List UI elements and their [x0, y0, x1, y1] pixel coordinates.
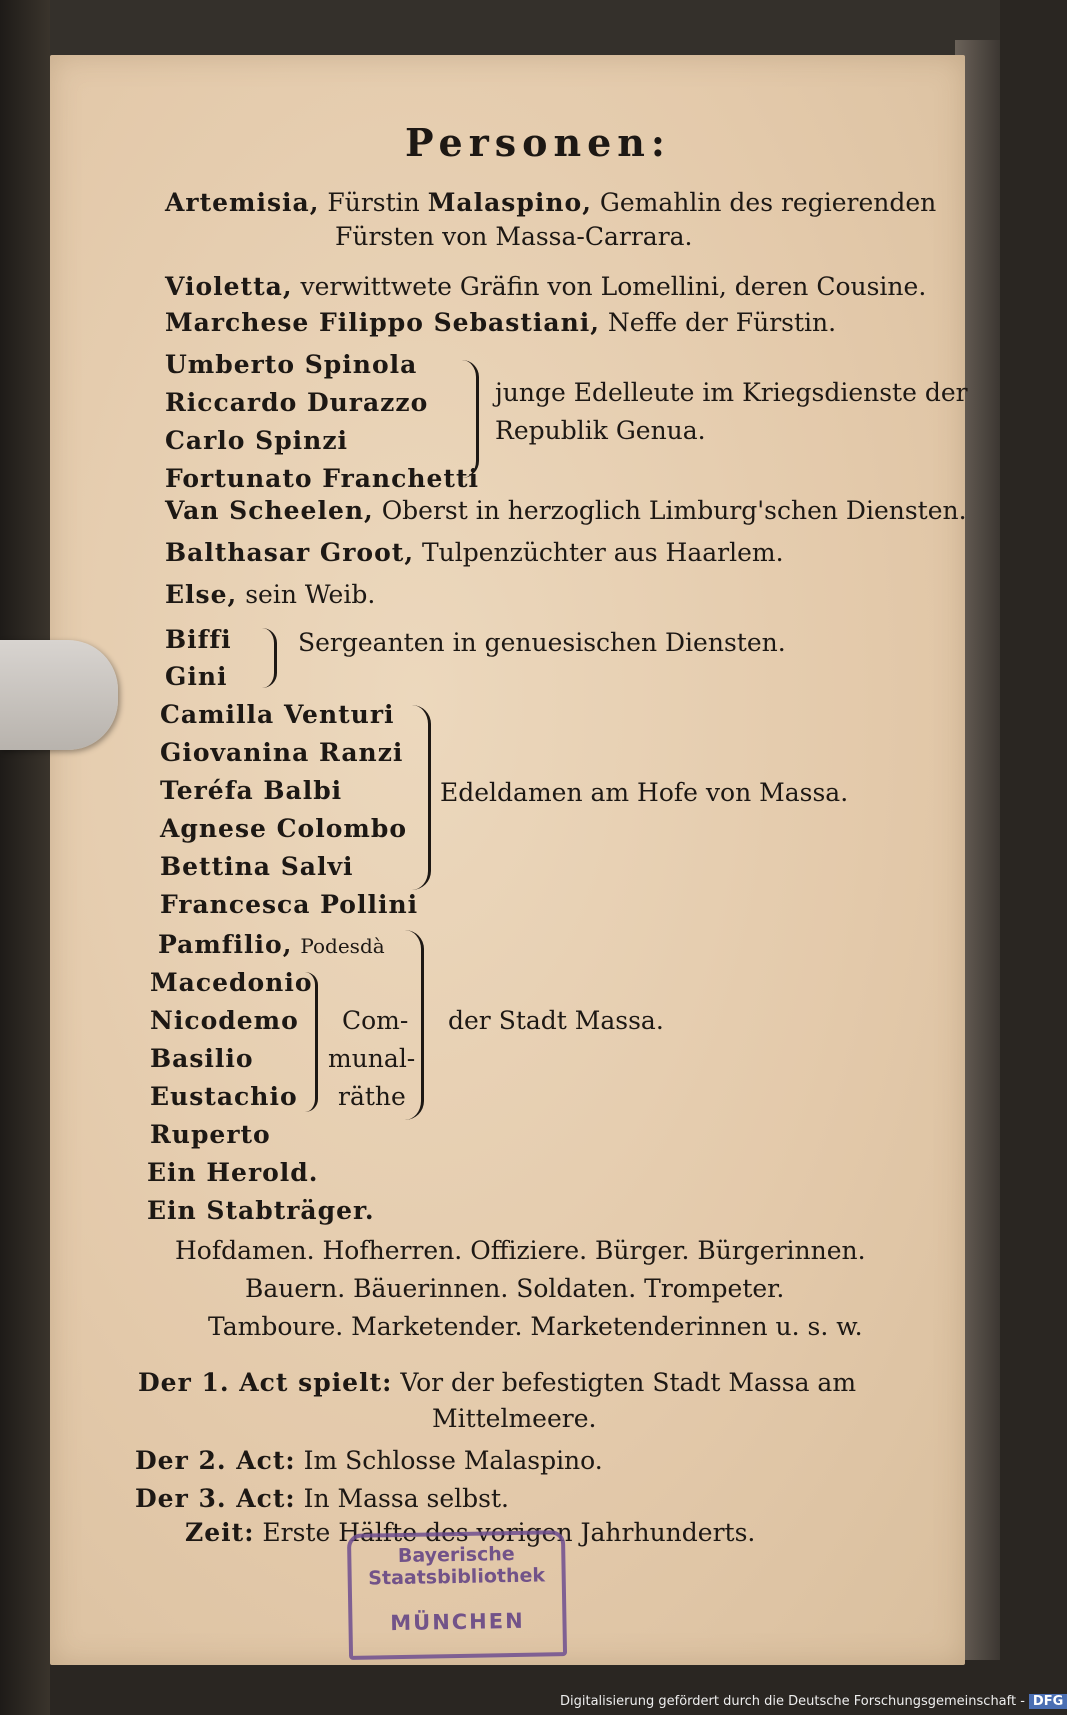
stamp-line: MÜNCHEN [390, 1608, 525, 1636]
cast-name: Malaspino, [427, 188, 592, 217]
cast-name-lady: Giovanina Ranzi [160, 738, 404, 767]
stamp-line: Staatsbibliothek [368, 1564, 546, 1590]
cast-name: Van Scheelen, [165, 496, 374, 525]
cast-name-councillor: Eustachio [150, 1082, 298, 1111]
act-1 [138, 1368, 856, 1397]
group-desc: der Stadt Massa. [448, 1006, 664, 1035]
extras-line: Tamboure. Marketender. Marketenderinnen u. s. w. [208, 1312, 863, 1341]
cast-entry-balthasar [165, 538, 784, 567]
cast-name-lady: Francesca Pollini [160, 890, 419, 919]
group-desc: Republik Genua. [495, 416, 706, 445]
cast-entry-pamfilio [158, 930, 385, 959]
dfg-logo: DFG [1029, 1694, 1067, 1709]
group-brace [405, 930, 424, 1120]
act-desc: Im Schlosse Malaspino. [303, 1446, 603, 1475]
cast-desc: Tulpenzüchter aus Haarlem. [421, 538, 784, 567]
time-label: Zeit: [185, 1518, 255, 1547]
group-brace-inner [305, 972, 318, 1112]
stamp-line: Bayerische [397, 1542, 515, 1568]
act-label: Der 1. Act spielt: [138, 1368, 393, 1397]
cast-name: Balthasar Groot, [165, 538, 415, 567]
cast-name-noble: Riccardo Durazzo [165, 388, 429, 417]
cast-name-sergeant: Gini [165, 662, 228, 691]
cast-name: Artemisia, [165, 188, 320, 217]
footer-text: Digitalisierung gefördert durch die Deutsche Forschungsgemeinschaft - [560, 1694, 1025, 1709]
cast-name-noble: Carlo Spinzi [165, 426, 349, 455]
group-brace [262, 628, 277, 688]
cast-desc: sein Weib. [245, 580, 376, 609]
cast-name-lady: Teréfa Balbi [160, 776, 343, 805]
cast-entry-violetta [165, 272, 926, 301]
digitization-footer [560, 1694, 1067, 1709]
cast-entry-marchese [165, 308, 836, 337]
extras-line: Hofdamen. Hofherren. Offiziere. Bürger. Bürgerinnen. [175, 1236, 866, 1265]
council-label: munal- [328, 1044, 416, 1073]
page-title: Personen: [405, 120, 671, 165]
council-label: räthe [338, 1082, 406, 1111]
act-label: Der 3. Act: [135, 1484, 296, 1513]
cast-entry-artemisia [165, 188, 936, 217]
scan-left-edge [0, 0, 50, 1715]
cast-name-councillor: Nicodemo [150, 1006, 299, 1035]
cast-name-noble: Fortunato Franchetti [165, 464, 480, 493]
cast-name-lady: Camilla Venturi [160, 700, 395, 729]
group-desc: Sergeanten in genuesischen Diensten. [298, 628, 786, 657]
cast-desc: Oberst in herzoglich Limburg'schen Diensten. [381, 496, 967, 525]
cast-name-sergeant: Biffi [165, 625, 232, 654]
cast-desc: Gemahlin des regierenden [599, 188, 937, 217]
scan-background-top [0, 0, 1000, 60]
act-desc-continued: Mittelmeere. [432, 1404, 597, 1433]
group-desc: Edeldamen am Hofe von Massa. [440, 778, 849, 807]
library-stamp [347, 1530, 567, 1660]
cast-name-lady: Agnese Colombo [160, 814, 407, 843]
cast-name-councillor: Basilio [150, 1044, 254, 1073]
act-2 [135, 1446, 603, 1475]
cast-name-councillor: Ruperto [150, 1120, 271, 1149]
cast-desc: Neffe der Fürstin. [607, 308, 837, 337]
cast-entry-else [165, 580, 375, 609]
cast-entry-van-scheelen [165, 496, 967, 525]
act-desc: In Massa selbst. [303, 1484, 510, 1513]
group-brace [412, 705, 431, 890]
cast-name-councillor: Macedonio [150, 968, 313, 997]
time-desc: Erste Hälfte des vorigen Jahrhunderts. [262, 1518, 756, 1547]
cast-name: Violetta, [165, 272, 293, 301]
cast-name-noble: Umberto Spinola [165, 350, 418, 379]
cast-desc: Fürstin [327, 188, 420, 217]
cast-name: Marchese Filippo Sebastiani, [165, 308, 600, 337]
extras-line: Bauern. Bäuerinnen. Soldaten. Trompeter. [245, 1274, 785, 1303]
act-desc: Vor der befestigten Stadt Massa am [400, 1368, 857, 1397]
act-label: Der 2. Act: [135, 1446, 296, 1475]
cast-desc-continued: Fürsten von Massa-Carrara. [335, 222, 693, 251]
cast-name: Else, [165, 580, 238, 609]
cast-name-lady: Bettina Salvi [160, 852, 354, 881]
cast-desc: verwittwete Gräfin von Lomellini, deren Cousine. [300, 272, 927, 301]
cast-name-herald: Ein Herold. [147, 1158, 319, 1187]
page-clip [0, 640, 118, 750]
cast-name: Pamfilio, [158, 930, 293, 959]
group-brace [462, 360, 479, 478]
cast-name-staff-bearer: Ein Stabträger. [147, 1196, 375, 1225]
cast-desc: Podesdà [300, 934, 385, 958]
act-3 [135, 1484, 509, 1513]
group-desc: junge Edelleute im Kriegsdienste der [495, 378, 968, 407]
council-label: Com- [342, 1006, 409, 1035]
